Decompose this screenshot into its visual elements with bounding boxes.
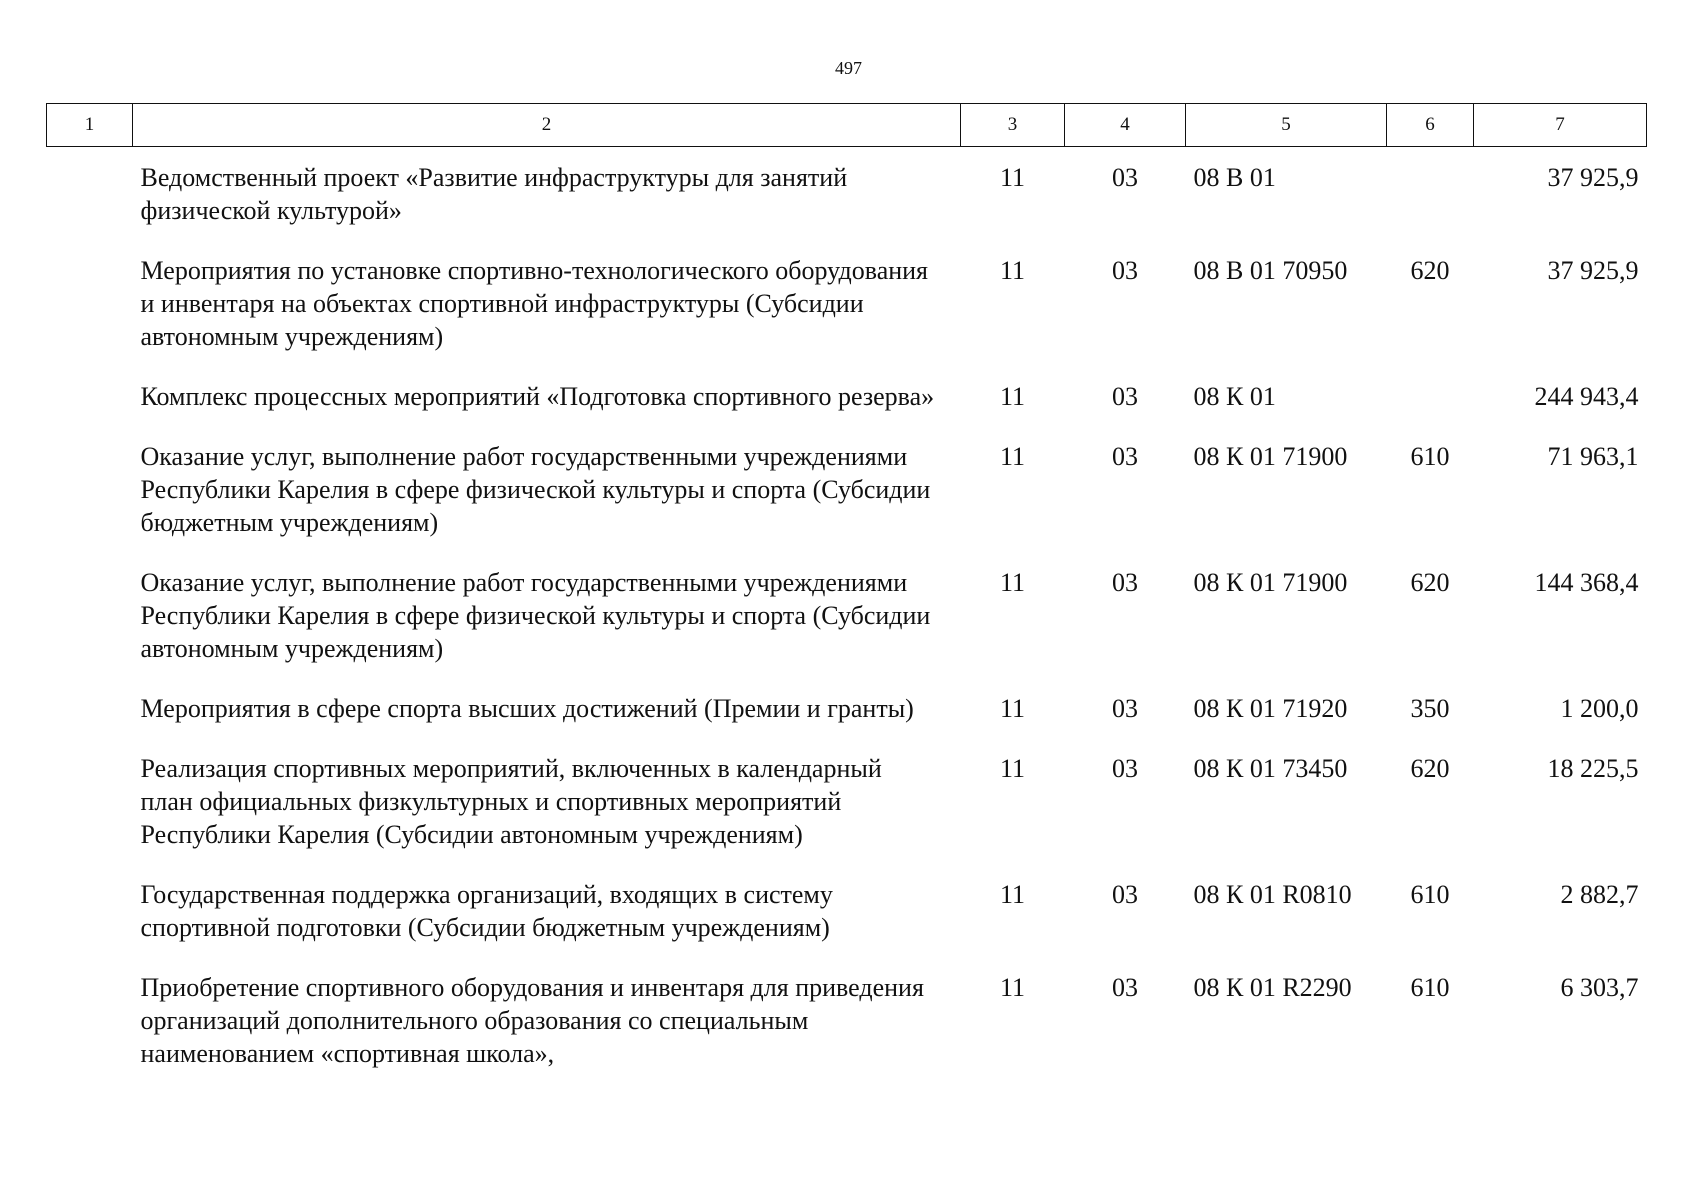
- row-amount: 71 963,1: [1547, 442, 1639, 471]
- table-row: [47, 244, 1647, 370]
- row-expense-type: [1387, 370, 1474, 430]
- table-row: [47, 147, 1647, 245]
- header-col-6: 6: [1387, 104, 1474, 147]
- header-row: [47, 104, 1647, 147]
- row-number: [47, 370, 133, 430]
- row-section: 11: [999, 568, 1026, 597]
- row-name: Комплекс процессных мероприятий «Подготовка спортивного резерва»: [140, 382, 935, 411]
- row-section: 11: [999, 442, 1026, 471]
- row-section: 11: [999, 880, 1026, 909]
- row-target-article: 08 К 01 71900: [1193, 568, 1348, 597]
- row-number: [47, 961, 133, 1087]
- row-number: [47, 147, 133, 245]
- row-name: Приобретение спортивного оборудования и инвентаря для приведения организаций дополнительного образования со специальным наименованием «спортивная школа»,: [140, 973, 924, 1068]
- row-subsection: 03: [1112, 163, 1138, 192]
- row-name: Ведомственный проект «Развитие инфраструктуры для занятий физической культурой»: [140, 163, 848, 225]
- row-section: 11: [999, 973, 1026, 1002]
- row-subsection: 03: [1112, 568, 1138, 597]
- row-expense-type: 620: [1410, 568, 1450, 597]
- row-number: [47, 430, 133, 556]
- row-target-article: 08 К 01 71920: [1193, 694, 1348, 723]
- table-row: [47, 868, 1647, 961]
- row-expense-type: [1387, 147, 1474, 245]
- header-col-3: 3: [961, 104, 1065, 147]
- row-name: Реализация спортивных мероприятий, включенных в календарный план официальных физкультурных и спортивных мероприятий Республики Карелия (Субсидии автономным учреждениям): [140, 754, 882, 849]
- page-number: 497: [835, 58, 862, 78]
- row-target-article: 08 К 01 R2290: [1193, 973, 1352, 1002]
- row-amount: 244 943,4: [1534, 382, 1639, 411]
- row-name: Оказание услуг, выполнение работ государственными учреждениями Республики Карелия в сфере физической культуры и спорта (Субсидии бюджетным учреждениям): [140, 442, 931, 537]
- header-col-1: 1: [47, 104, 133, 147]
- row-amount: 37 925,9: [1547, 163, 1639, 192]
- row-expense-type: 620: [1410, 754, 1450, 783]
- row-name: Оказание услуг, выполнение работ государственными учреждениями Республики Карелия в сфере физической культуры и спорта (Субсидии автономным учреждениям): [140, 568, 931, 663]
- header-col-7: 7: [1474, 104, 1647, 147]
- table-row: [47, 556, 1647, 682]
- row-name: Мероприятия в сфере спорта высших достижений (Премии и гранты): [140, 694, 914, 723]
- row-target-article: 08 К 01 R0810: [1193, 880, 1352, 909]
- row-section: 11: [999, 256, 1026, 285]
- header-col-2: 2: [133, 104, 961, 147]
- row-number: [47, 742, 133, 868]
- table-row: [47, 961, 1647, 1087]
- row-section: 11: [999, 754, 1026, 783]
- row-amount: 18 225,5: [1547, 754, 1639, 783]
- table-row: [47, 742, 1647, 868]
- row-amount: 2 882,7: [1560, 880, 1639, 909]
- row-expense-type: 610: [1410, 442, 1450, 471]
- row-expense-type: 350: [1410, 694, 1450, 723]
- row-target-article: 08 К 01 71900: [1193, 442, 1348, 471]
- row-expense-type: 610: [1410, 880, 1450, 909]
- row-amount: 6 303,7: [1560, 973, 1639, 1002]
- header-col-5: 5: [1186, 104, 1387, 147]
- row-subsection: 03: [1112, 442, 1138, 471]
- table-row: [47, 682, 1647, 742]
- row-expense-type: 620: [1410, 256, 1450, 285]
- row-subsection: 03: [1112, 754, 1138, 783]
- header-col-4: 4: [1065, 104, 1186, 147]
- budget-table: [46, 103, 1647, 1087]
- table-row: [47, 370, 1647, 430]
- row-section: 11: [999, 382, 1026, 411]
- row-target-article: 08 К 01: [1193, 382, 1276, 411]
- row-subsection: 03: [1112, 256, 1138, 285]
- row-target-article: 08 В 01 70950: [1193, 256, 1348, 285]
- row-amount: 1 200,0: [1560, 694, 1639, 723]
- row-subsection: 03: [1112, 382, 1138, 411]
- row-number: [47, 556, 133, 682]
- row-expense-type: 610: [1410, 973, 1450, 1002]
- row-name: Государственная поддержка организаций, входящих в систему спортивной подготовки (Субсидии бюджетным учреждениям): [140, 880, 833, 942]
- row-number: [47, 868, 133, 961]
- row-amount: 37 925,9: [1547, 256, 1639, 285]
- row-number: [47, 682, 133, 742]
- row-subsection: 03: [1112, 880, 1138, 909]
- row-subsection: 03: [1112, 973, 1138, 1002]
- row-section: 11: [999, 694, 1026, 723]
- row-subsection: 03: [1112, 694, 1138, 723]
- row-section: 11: [999, 163, 1026, 192]
- row-amount: 144 368,4: [1534, 568, 1639, 597]
- row-number: [47, 244, 133, 370]
- table-row: [47, 430, 1647, 556]
- row-target-article: 08 В 01: [1193, 163, 1276, 192]
- row-target-article: 08 К 01 73450: [1193, 754, 1348, 783]
- row-name: Мероприятия по установке спортивно-технологического оборудования и инвентаря на объектах спортивной инфраструктуры (Субсидии автономным учреждениям): [140, 256, 929, 351]
